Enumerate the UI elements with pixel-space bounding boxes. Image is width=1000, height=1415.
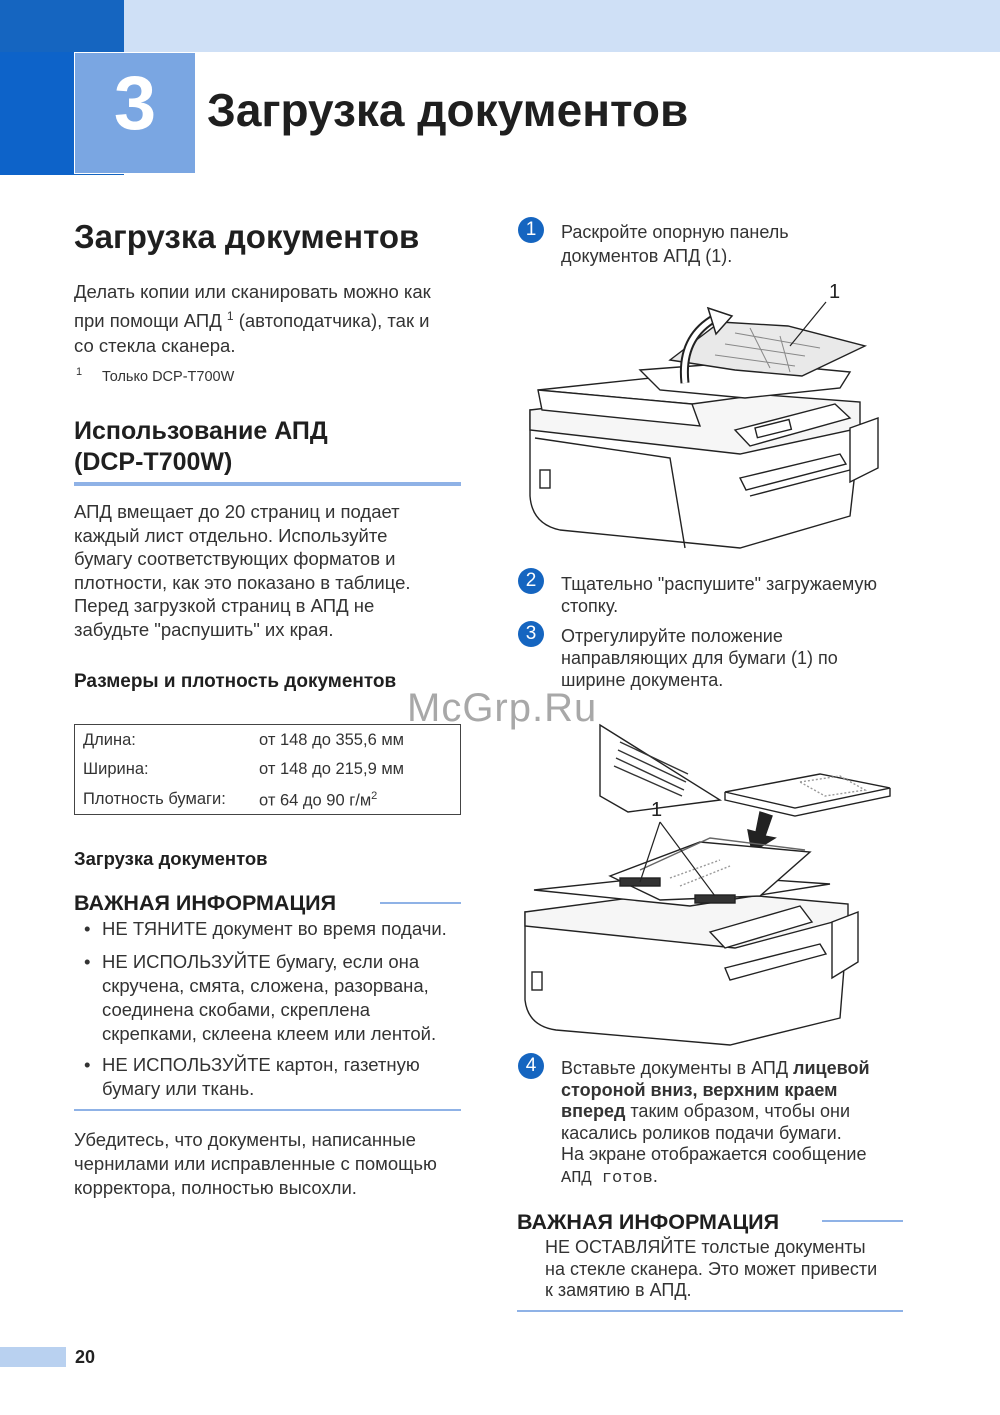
watermark: McGrp.Ru bbox=[407, 686, 598, 730]
para-line: Убедитесь, что документы, написанные bbox=[74, 1129, 416, 1150]
adf-heading-line: (DCP-T700W) bbox=[74, 448, 233, 476]
important-rule bbox=[380, 902, 461, 904]
para-line: забудьте "распушить" их края. bbox=[74, 618, 334, 640]
intro-line: Делать копии или сканировать можно как bbox=[74, 281, 431, 302]
step-2-text bbox=[561, 573, 941, 617]
header-left-block-2 bbox=[0, 52, 74, 175]
step-line bbox=[561, 1058, 961, 1080]
step-line: касались роликов подачи бумаги. bbox=[561, 1122, 842, 1143]
spec-table bbox=[74, 724, 461, 815]
step-line bbox=[561, 1080, 961, 1102]
intro-paragraph bbox=[74, 279, 474, 358]
header-band bbox=[0, 0, 1000, 52]
step-line: стопку. bbox=[561, 596, 619, 616]
step-line: На экране отображается сообщение bbox=[561, 1144, 867, 1164]
bullet-line: НЕ ТЯНИТЕ документ во время подачи. bbox=[102, 918, 447, 939]
step-line: ширине документа. bbox=[561, 670, 724, 690]
important-heading: ВАЖНАЯ ИНФОРМАЦИЯ bbox=[74, 891, 337, 915]
intro-text: при помощи АПД bbox=[74, 310, 227, 332]
figure-2-callout: 1 bbox=[651, 799, 663, 821]
closing-paragraph bbox=[74, 1128, 484, 1200]
section-title: Загрузка документов bbox=[74, 218, 420, 255]
important-line: к замятию в АПД. bbox=[545, 1280, 692, 1300]
important-end-rule bbox=[74, 1109, 461, 1111]
intro-text: (автоподатчика), так и bbox=[233, 310, 430, 332]
adf-heading-line: Использование АПД bbox=[74, 417, 328, 445]
table-value-weight bbox=[259, 790, 377, 811]
step-text-run: . bbox=[652, 1165, 658, 1186]
important-rule-2 bbox=[822, 1220, 903, 1222]
step-3-badge: 3 bbox=[518, 621, 544, 647]
table-value-width: от 148 до 215,9 мм bbox=[259, 760, 405, 778]
bullet-dot: • bbox=[84, 1054, 91, 1075]
important-line: НЕ ОСТАВЛЯЙТЕ толстые документы bbox=[545, 1237, 866, 1257]
step-line bbox=[561, 1101, 961, 1123]
step-bold-run: вперед bbox=[561, 1101, 626, 1121]
step-line bbox=[561, 1166, 961, 1190]
weight-sup: 2 bbox=[371, 790, 378, 802]
lcd-message: АПД готов bbox=[561, 1168, 653, 1188]
intro-line bbox=[74, 304, 474, 333]
bullet-line: скручена, смята, сложена, разорвана, bbox=[102, 975, 429, 996]
step-bold-run: стороной вниз, верхним краем bbox=[561, 1079, 838, 1100]
para-line: чернилами или исправленные с помощью bbox=[74, 1153, 437, 1174]
sizes-heading: Размеры и плотность документов bbox=[74, 671, 397, 692]
step-line: Отрегулируйте положение bbox=[561, 626, 783, 646]
bullet-item bbox=[84, 917, 472, 941]
para-line: плотности, как это показано в таблице. bbox=[74, 571, 411, 593]
footer-band bbox=[0, 1347, 66, 1367]
bullet-dot: • bbox=[84, 918, 91, 939]
footnote-ref: 1 bbox=[226, 309, 234, 323]
step-line: Раскройте опорную панель bbox=[561, 222, 789, 242]
bullet-line: скрепками, склеена клеем или лентой. bbox=[102, 1023, 437, 1044]
bullet-dot: • bbox=[84, 951, 91, 972]
step-4-text bbox=[561, 1058, 961, 1189]
page-number: 20 bbox=[75, 1347, 96, 1367]
loading-heading: Загрузка документов bbox=[74, 848, 268, 869]
step-line: Тщательно "распушите" загружаемую bbox=[561, 574, 877, 594]
printer-adf-open-illustration bbox=[520, 278, 900, 553]
intro-line: со стекла сканера. bbox=[74, 335, 236, 357]
chapter-number: 3 bbox=[113, 61, 157, 146]
figure-1-callout: 1 bbox=[829, 281, 841, 303]
step-1-text bbox=[561, 220, 941, 268]
step-4-badge: 4 bbox=[518, 1053, 544, 1079]
footnote-mark: 1 bbox=[76, 366, 83, 378]
step-text-run: Вставьте документы в АПД bbox=[561, 1058, 794, 1078]
bullet-line: бумагу или ткань. bbox=[102, 1078, 255, 1099]
step-bold-run: лицевой bbox=[793, 1058, 870, 1078]
table-label-width: Ширина: bbox=[83, 760, 149, 778]
bullet-line: НЕ ИСПОЛЬЗУЙТЕ картон, газетную bbox=[102, 1054, 420, 1075]
heading-rule bbox=[74, 482, 461, 486]
bullet-line: НЕ ИСПОЛЬЗУЙТЕ бумагу, если она bbox=[102, 951, 420, 972]
step-2-badge: 2 bbox=[518, 568, 544, 594]
adf-paragraph bbox=[74, 500, 474, 641]
bullet-item bbox=[84, 950, 472, 1046]
step-1-badge: 1 bbox=[518, 217, 544, 243]
weight-text: от 64 до 90 г/м bbox=[259, 791, 372, 810]
important-line: на стекле сканера. Это может привести bbox=[545, 1258, 878, 1279]
step-text-run: таким образом, чтобы они bbox=[625, 1101, 851, 1121]
table-value-length: от 148 до 355,6 мм bbox=[259, 731, 405, 749]
para-line: АПД вмещает до 20 страниц и подает bbox=[74, 501, 400, 522]
table-label-length: Длина: bbox=[83, 731, 136, 749]
step-line: направляющих для бумаги (1) по bbox=[561, 648, 838, 668]
chapter-title: Загрузка документов bbox=[207, 84, 689, 136]
bullet-item bbox=[84, 1053, 472, 1101]
important-end-rule-2 bbox=[517, 1310, 903, 1312]
para-line: бумагу соответствующих форматов и bbox=[74, 548, 396, 569]
footnote-text: Только DCP-T700W bbox=[102, 369, 235, 385]
important-text-2 bbox=[545, 1237, 915, 1302]
table-label-weight: Плотность бумаги: bbox=[83, 790, 226, 808]
printer-loading-illustration bbox=[520, 700, 900, 1048]
para-line: Перед загрузкой страниц в АПД не bbox=[74, 595, 375, 616]
para-line: каждый лист отдельно. Используйте bbox=[74, 524, 388, 546]
para-line: корректора, полностью высохли. bbox=[74, 1177, 357, 1198]
step-3-text bbox=[561, 625, 941, 691]
step-line: документов АПД (1). bbox=[561, 246, 733, 266]
adf-heading bbox=[74, 416, 474, 478]
important-heading-2: ВАЖНАЯ ИНФОРМАЦИЯ bbox=[517, 1210, 780, 1234]
bullet-line: соединена скобами, скреплена bbox=[102, 999, 371, 1020]
